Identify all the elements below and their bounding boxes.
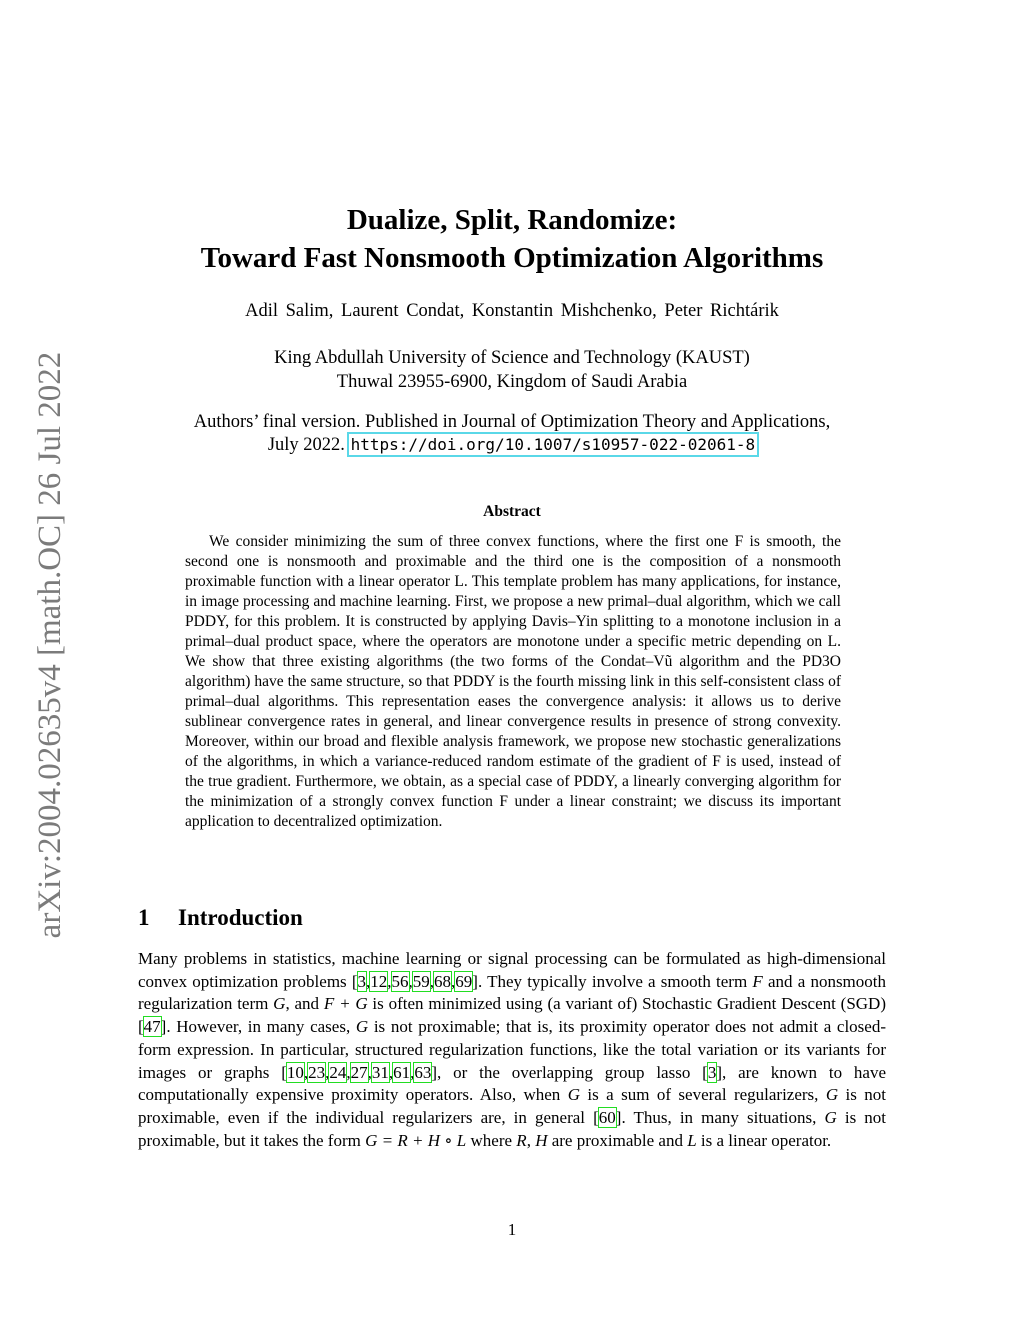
intro-text: where bbox=[466, 1130, 517, 1150]
math-expression: F + G bbox=[323, 994, 368, 1014]
author-list: Adil Salim, Laurent Condat, Konstantin Mishchenko, Peter Richtárik bbox=[245, 301, 779, 321]
section-title: Introduction bbox=[178, 905, 303, 930]
intro-text: is not proximable, but it takes the form bbox=[138, 1107, 887, 1150]
intro-text: , and bbox=[285, 994, 324, 1014]
intro-text: is not proximable; that is, its proximity operator does not admit a closed-form expression. In particular, structured regularization functions, like the total variation or its variants for images or graphs bbox=[138, 1017, 886, 1082]
citation-link[interactable]: 10 bbox=[286, 1062, 304, 1082]
page-number: 1 bbox=[507, 1220, 517, 1239]
intro-text: Many problems in statistics, machine learning or signal processing can be formulated as high-dimensional convex optimization problems bbox=[138, 949, 886, 991]
abstract-heading: Abstract bbox=[483, 503, 541, 520]
abstract-text: We consider minimizing the sum of three convex functions, where the first one F is smooth, the second one is nonsmooth and proximable and the third one is the composition of a nonsmooth proximable function with a linear operator L. This template problem has many applications, for instance, in image processing and machine learning. First, we propose a new primal–dual algorithm, which we call PDDY, for this problem. It is constructed by applying Davis–Yin splitting to a monotone inclusion in a primal–dual product space, where the operators are monotone under a specific metric depending on L. We show that three existing algorithms (the two forms of the Condat–Vũ algorithm and the PD3O algorithm) have the same structure, so that PDDY is the fourth missing link in this self-consistent class of primal–dual algorithms. This representation eases the convergence analysis: it allows us to derive sublinear convergence rates in general, and linear convergence results in presence of strong convexity. Moreover, within our broad and flexible analysis framework, we propose new stochastic generalizations of the algorithms, in which a variance-reduced random estimate of the gradient of F is used, instead of the true gradient. Furthermore, we obtain, as a special case of PDDY, a linearly converging algorithm for the minimization of a strongly convex function F under a linear constraint; we discuss its important application to decentralized optimization. bbox=[185, 533, 841, 830]
math-symbol: G bbox=[567, 1085, 580, 1105]
citation-link[interactable]: 63 bbox=[414, 1062, 432, 1082]
math-symbol: G bbox=[273, 994, 286, 1014]
citation-link[interactable]: 27 bbox=[350, 1062, 368, 1082]
citation-link[interactable]: 31 bbox=[371, 1062, 389, 1082]
intro-text: . Thus, in many situations, bbox=[621, 1107, 825, 1127]
citation-link[interactable]: 68 bbox=[434, 971, 452, 991]
paper-title-line-1: Dualize, Split, Randomize: bbox=[346, 204, 678, 236]
doi-link[interactable]: https://doi.org/10.1007/s10957-022-02061-8 bbox=[350, 435, 756, 454]
math-symbol: F bbox=[752, 971, 763, 991]
paper-title-line-2: Toward Fast Nonsmooth Optimization Algorithms bbox=[200, 242, 824, 274]
publication-note-line-2 bbox=[0, 433, 1024, 457]
math-symbol: L bbox=[687, 1130, 697, 1150]
publication-date: July 2022. bbox=[267, 435, 350, 455]
intro-text: are proximable and bbox=[547, 1130, 688, 1150]
affiliation-line-2: Thuwal 23955-6900, Kingdom of Saudi Arabia bbox=[336, 372, 688, 392]
math-expression: G = R + H ∘ L bbox=[365, 1130, 467, 1150]
citation-link[interactable]: 23 bbox=[308, 1062, 326, 1082]
publication-note-line-1: Authors’ final version. Published in Journal of Optimization Theory and Applications, bbox=[193, 412, 831, 432]
intro-text: is often minimized using (a variant of) Stochastic Gradient Descent (SGD) bbox=[367, 994, 886, 1014]
intro-text: , or the overlapping group lasso bbox=[437, 1062, 703, 1082]
intro-text: , bbox=[526, 1130, 536, 1150]
intro-text: is a sum of several regularizers, bbox=[579, 1085, 826, 1105]
math-symbol: G bbox=[825, 1085, 839, 1105]
citation-link[interactable]: 3 bbox=[357, 971, 367, 991]
citation-link[interactable]: 69 bbox=[455, 971, 473, 991]
intro-text: is a linear operator. bbox=[696, 1130, 832, 1150]
intro-text: and a nonsmooth regularization term bbox=[138, 971, 887, 1014]
section-heading-introduction bbox=[138, 902, 303, 934]
math-symbol: R bbox=[516, 1130, 527, 1150]
citation-link[interactable]: 12 bbox=[370, 971, 388, 991]
math-symbol: G bbox=[824, 1107, 837, 1127]
citation-link[interactable]: 24 bbox=[329, 1062, 347, 1082]
math-symbol: H bbox=[535, 1130, 548, 1150]
math-symbol: G bbox=[355, 1017, 369, 1037]
arxiv-identifier: arXiv:2004.02635v4 [math.OC] 26 Jul 2022 bbox=[32, 351, 68, 939]
intro-text: is not proximable, even if the individual regularizers are, in general bbox=[138, 1085, 887, 1127]
section-number: 1 bbox=[138, 905, 150, 930]
intro-text: . They typically involve a smooth term bbox=[477, 971, 753, 991]
affiliation-line-1: King Abdullah University of Science and Technology (KAUST) bbox=[274, 348, 750, 368]
citation-link[interactable]: 61 bbox=[393, 1062, 411, 1082]
intro-text: . However, in many cases, bbox=[166, 1017, 356, 1037]
citation-link[interactable]: 3 bbox=[707, 1062, 717, 1082]
citation-link[interactable]: 56 bbox=[391, 971, 409, 991]
citation-link[interactable]: 60 bbox=[598, 1107, 616, 1127]
intro-text: , are known to have computationally expensive proximity operators. Also, when bbox=[138, 1062, 887, 1105]
introduction-paragraph: Many problems in statistics, machine learning or signal processing can be formulated as high-dimensional convex optimization problems [3,12,56,59,68,69]. They typically involve a smooth term F and a nonsmooth regularization term G, and F + G is often minimized using (a variant of) Stochastic Gradient Descent (SGD) [47]. However, in many cases, G is not proximable; that is, its proximity operator does not admit a closed-form expression. In particular, structured regularization functions, like the total variation or its variants for images or graphs [10,23,24,27,31,61,63], or the overlapping group lasso [3], are known to have computationally expensive proximity operators. Also, when G is a sum of several regularizers, G is not proximable, even if the individual regularizers are, in general [60]. Thus, in many situations, G is not proximable, but it takes the form G = R + H ∘ L where R, H are proximable and L is a linear operator. bbox=[138, 949, 887, 1150]
citation-link[interactable]: 47 bbox=[143, 1017, 161, 1037]
citation-link[interactable]: 59 bbox=[412, 971, 430, 991]
